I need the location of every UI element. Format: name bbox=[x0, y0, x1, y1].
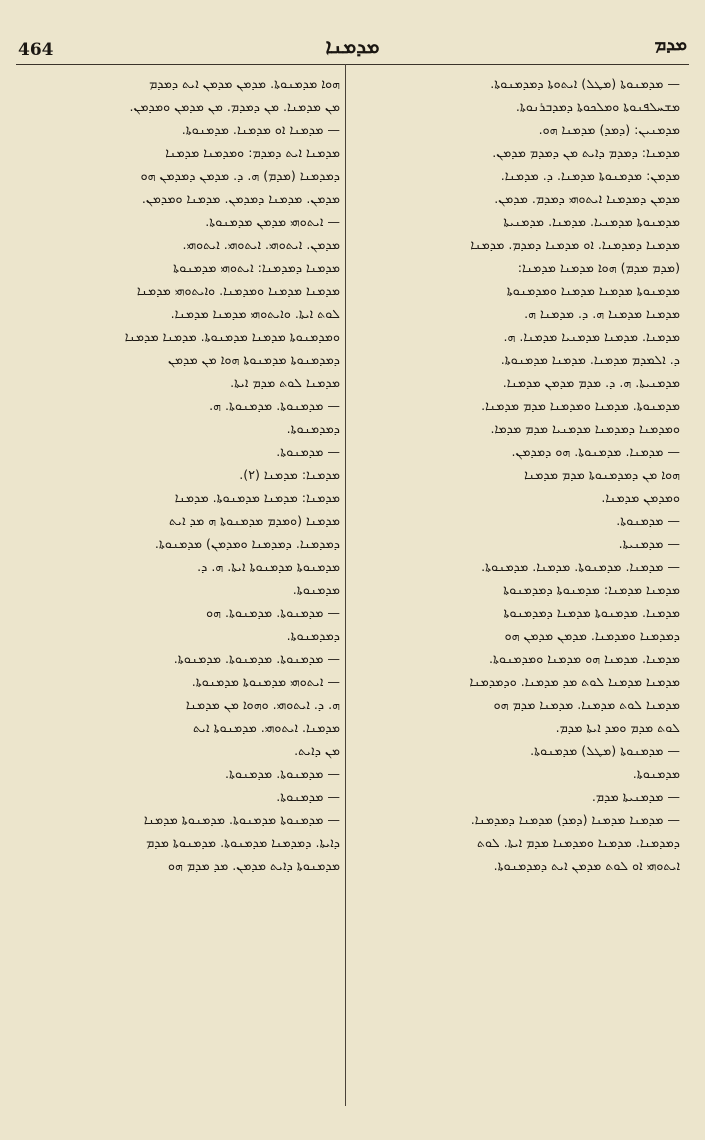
text-line: — ܡܕܡܢܘܬܐ. bbox=[616, 513, 680, 528]
header-rule bbox=[16, 64, 689, 65]
text-line: — ܡܕܡܢܘܬܐ. bbox=[276, 444, 340, 459]
text-line: — ܡܕܡܢܝܬܐ. bbox=[618, 536, 680, 551]
text-line: ܕܡܕܡܢܘܬܐ. bbox=[286, 628, 340, 643]
text-line: ܗܘܐ ܡܢ ܕܡܕܡܢܘܬܐ ܡܕܡ ܡܕܡܢܐ bbox=[524, 467, 680, 482]
text-line: — ܡܕܡܢܐ ܐܘ ܡܕܡܢܐ. ܡܕܡܢܘܬܐ. bbox=[181, 122, 340, 137]
text-line: ܡܕܡܢܐ ܠܘܬ ܡܕܡܢܐ. ܡܕܡܢܐ ܡܕܡ ܗܘ bbox=[493, 697, 680, 712]
page-number: 464 bbox=[18, 40, 54, 60]
text-line: — ܐܝܬܘܗܝ ܡܕܡܢ ܡܕܡܢܘܬܐ. bbox=[205, 214, 340, 229]
text-line: ܘܡܕܡܢܘܬܐ ܡܕܡܢܐ ܡܕܡܢܘܬܐ. ܡܕܡܢܐ ܡܕܡܢܐ bbox=[124, 329, 340, 344]
text-line: ܡܢ ܡܕܡܢܐ. ܡܢ ܕܡܕܡ. ܡܢ ܡܕܡܢ ܘܡܕܡܢ. bbox=[129, 99, 340, 114]
text-line: ܡܕܡܢܘܬܐ ܡܕܡܢܘܬܐ ܐܝܬܐ. ܗ. ܕ. bbox=[197, 559, 340, 574]
text-line: — ܡܕܡܢܐ. ܡܕܡܢܘܬܐ. ܡܕܡܢܐ. ܡܕܡܢܘܬܐ. bbox=[481, 559, 680, 574]
text-line: ܡܕܡܢܐ ܕܡܕܡܢܐ. ܐܘ ܡܕܡܢܐ ܕܡܕܡ. ܡܕܡܢܐ bbox=[470, 237, 680, 252]
text-line: ܡܕܡܢܘܬܐ ܡܕܡܢܝܐ. ܡܕܡܢܐ. ܡܕܡܢܝܬܐ bbox=[503, 214, 680, 229]
text-line: ܡܕܡܢܝܬܐ. ܗ. ܕ. ܡܕܡ ܡܕܡܢ ܡܕܡܢܐ. bbox=[502, 375, 680, 390]
text-line: ܡܕܡܢ. ܡܕܡܢܐ ܕܡܕܡܢ. ܡܕܡܢܐ ܘܡܕܡܢ. bbox=[141, 191, 340, 206]
text-line: ܡܕܡܢܐ ܡܕܡܢܐ ܗ. ܕ. ܡܕܡܢܐ ܗ. bbox=[524, 306, 680, 321]
text-line: ܡܕܡܢ. ܐܝܬܘܗܝ. ܐܝܬܘܗܝ. ܐܝܬܘܗܝ. bbox=[182, 237, 340, 252]
text-line: ܡܢ ܕܐܝܬ. bbox=[294, 743, 340, 758]
text-line: ܕܡܕܡܢܐ (ܡܕܡ) ܗ. ܕ. ܡܕܡܢ ܕܡܕܡܢ ܗܘ bbox=[140, 168, 340, 183]
text-line: ܐܝܬܘܗܝ ܐܘ ܠܘܬ ܡܕܡܢ ܐܝܬ ܕܡܕܡܢܘܬܐ. bbox=[493, 858, 680, 873]
text-line: — ܡܕܡܢܘܬܐ (ܡܛܠ) ܐܝܬܘܬܐ ܕܡܕܡܢܘܬܐ. bbox=[490, 76, 680, 91]
text-line: ܠܘܬ ܐܝܬܐ. ܘܐܝܬܘܗܝ ܡܕܡܢܐ ܡܕܡܢܐ. bbox=[170, 306, 340, 321]
text-line: ܡܕܡܢܐ (ܘܡܕܡ ܡܕܡܢܘܬܐ ܗ ܡܕ ܐܝܬ bbox=[169, 513, 340, 528]
text-line: — ܡܕܡܢܘܬܐ ܡܕܡܢܘܬܐ. ܡܕܡܢܘܬܐ ܡܕܡܢܐ bbox=[143, 812, 340, 827]
text-line: ܡܫܚܠܦܢܘܬܐ ܘܡܠܟܘܬܐ ܕܡܕܒܪܢܘܬܐ. bbox=[515, 99, 680, 114]
text-line: ܡܕܡܢܘܬܐ. bbox=[632, 766, 680, 781]
text-line: ܡܕܡܢܐ. ܡܕܡܢܐ ܡܕܡܢܝܐ ܡܕܡܢܐ. ܗ. bbox=[503, 329, 680, 344]
text-line: ܗ. ܕ. ܐܝܬܘܗܝ. ܘܗܘܐ ܡܢ ܡܕܡܢܐ bbox=[185, 697, 340, 712]
text-line: ܕܡܕܡܢܐ ܘܡܕܡܢܐ. ܡܕܡܢ ܡܕܡܢ ܗܘ bbox=[504, 628, 680, 643]
text-line: ܡܕܡܢܐ ܕܡܕܡܢܐ: ܐܝܬܘܗܝ ܡܕܡܢܘܬܐ bbox=[173, 260, 340, 275]
text-line: ܡܕܡܢܐ ܐܝܬ ܕܡܕܡ: ܘܡܕܡܢܐ ܡܕܡܢܐ bbox=[165, 145, 340, 160]
text-line: (ܡܕܡ ܡܕܡ) ܗܘܐ ܡܕܡܢܐ ܡܕܡܢܐ: bbox=[517, 260, 680, 275]
text-line: ܡܕܡܢܐ. ܡܕܡܢܘܬܐ ܡܕܡܢܐ ܕܡܕܡܢܘܬܐ bbox=[503, 605, 680, 620]
text-line: ܗܘܐ ܡܕܡܢܘܬܐ. ܡܕܡܢ ܡܕܡܢ ܐܝܬ ܕܡܕܡ bbox=[149, 76, 340, 91]
text-line: ܡܕܡܢܘܬܐ ܕܐܝܬ ܡܕܡܢ. ܡܕ ܡܕܡ ܗܘ bbox=[167, 858, 340, 873]
text-line: — ܡܕܡܢܘܬܐ (ܡܛܠ) ܡܕܡܢܘܬܐ. bbox=[530, 743, 680, 758]
text-line: ܡܕܡܢܘܬܐ ܡܕܡܢܐ ܡܕܡܢܐ ܘܡܕܡܢܘܬܐ bbox=[506, 283, 680, 298]
text-line: ܡܕܡܢܐ: ܡܕܡܢܐ (٢). bbox=[239, 467, 340, 482]
left-column bbox=[22, 72, 340, 1108]
text-line: ܕ. ܐܠܡܕܡ ܡܕܡܢܐ. ܡܕܡܢܐ ܡܕܡܢܘܬܐ. bbox=[500, 352, 680, 367]
text-line: — ܡܕܡܢܝܬܐ ܡܕܡ. bbox=[591, 789, 680, 804]
text-line: — ܡܕܡܢܘܬܐ. bbox=[276, 789, 340, 804]
text-line: ܡܕܡܢܐ. ܡܕܡܢܐ ܗܘ ܡܕܡܢܐ ܘܡܕܡܢܘܬܐ. bbox=[489, 651, 680, 666]
text-line: — ܡܕܡܢܐ ܡܕܡܢܐ (ܕܡܕ) ܡܕܡܢܐ ܕܡܕܡܢܐ. bbox=[470, 812, 680, 827]
text-line: ܡܕܡܢܐ: ܕܡܕܡ ܕܐܝܬ ܡܢ ܕܡܕܡ ܡܕܡܢ. bbox=[492, 145, 680, 160]
text-line: ܠܘܬ ܡܕܡ ܘܡܕ ܐܝܬܐ ܡܕܡ. bbox=[555, 720, 680, 735]
text-line: ܡܕܡܢܐ ܠܘܬ ܡܕܡ ܐܝܬܐ. bbox=[230, 375, 340, 390]
running-head-right: ܡܕܡ bbox=[654, 34, 687, 55]
text-line: ܕܡܕܡܢܘܬܐ. bbox=[286, 421, 340, 436]
text-line: ܡܕܡܢܐ ܡܕܡܢܐ ܠܘܬ ܡܕ ܡܕܡܢܐ. ܘܕܡܕܡܢܐ bbox=[469, 674, 680, 689]
text-line: ܕܡܕܡܢܐ. ܡܕܡܢܐ ܘܡܕܡܢܐ ܡܕܡ ܐܝܬܐ. ܠܘܬ bbox=[477, 835, 680, 850]
text-line: ܡܕܡܢܐ ܡܕܡܢܐ: ܡܕܡܢܘܬܐ ܕܡܕܡܢܘܬܐ bbox=[503, 582, 680, 597]
text-line: ܡܕܡܢܐ: ܡܕܡܢܐ ܡܕܡܢܘܬܐ. ܡܕܡܢܐ bbox=[174, 490, 340, 505]
text-line: ܡܕܡܢܐ. ܐܝܬܘܗܝ. ܡܕܡܢܘܬܐ ܐܝܬ bbox=[192, 720, 340, 735]
text-line: ܡܕܡܢܝܢ: (ܕܡܕ) ܡܕܡܢܐ ܗܘ. bbox=[538, 122, 680, 137]
right-column bbox=[362, 72, 680, 1108]
text-line: — ܡܕܡܢܐ. ܡܕܡܢܘܬܐ. ܗܘ ܕܡܕܡܢ. bbox=[511, 444, 680, 459]
running-title: ܡܕܡܢܐ bbox=[325, 34, 380, 58]
text-line: ܕܐܝܬܐ. ܕܡܕܡܢܐ ܡܕܡܢܘܬܐ. ܡܕܡܢܘܬܐ ܡܕܡ bbox=[146, 835, 340, 850]
text-line: ܡܕܡܢ: ܡܕܡܢܘܬܐ ܡܕܡܢܐ. ܕ. ܡܕܡܢܐ. bbox=[500, 168, 680, 183]
text-line: — ܡܕܡܢܘܬܐ. ܡܕܡܢܘܬܐ. ܡܕܡܢܘܬܐ. bbox=[173, 651, 340, 666]
text-line: ܡܕܡܢ ܕܡܕܡܢܐ ܐܝܬܘܗܝ ܕܡܕܡ. ܡܕܡܢ. bbox=[494, 191, 680, 206]
text-line: ܘܡܕܡܢܐ ܕܡܕܡܢܐ ܡܕܡܢܝܐ ܡܕܡ ܡܕܡܐ. bbox=[490, 421, 680, 436]
text-line: — ܡܕܡܢܘܬܐ. ܡܕܡܢܘܬܐ. ܗܘ bbox=[206, 605, 340, 620]
text-line: ܡܕܡܢܘܬܐ. ܡܕܡܢܐ ܘܡܕܡܢܐ ܡܕܡ ܡܕܡܢܐ. bbox=[481, 398, 680, 413]
column-divider bbox=[345, 64, 346, 1106]
text-line: ܕܡܕܡܢܐ. ܕܡܕܡܢܐ ܘܡܕܡܢ) ܡܕܡܢܘܬܐ. bbox=[154, 536, 340, 551]
text-line: — ܐܝܬܘܗܝ ܡܕܡܢܘܬܐ ܡܕܡܢܘܬܐ. bbox=[191, 674, 340, 689]
text-line: ܕܡܕܡܢܘܬܐ ܡܕܡܢܘܬܐ ܗܘܐ ܡܢ ܡܕܡܢ bbox=[167, 352, 340, 367]
text-line: — ܡܕܡܢܘܬܐ. ܡܕܡܢܘܬܐ. ܗ. bbox=[209, 398, 340, 413]
text-line: — ܡܕܡܢܘܬܐ. ܡܕܡܢܘܬܐ. bbox=[225, 766, 340, 781]
text-line: ܡܕܡܢܐ ܡܕܡܢܐ ܘܡܕܡܢܐ. ܘܐܝܬܘܗܝ ܡܕܡܢܐ bbox=[136, 283, 340, 298]
text-line: ܘܡܕܡܢ ܡܕܡܢܐ. bbox=[601, 490, 680, 505]
text-line: ܡܕܡܢܘܬܐ. bbox=[292, 582, 340, 597]
